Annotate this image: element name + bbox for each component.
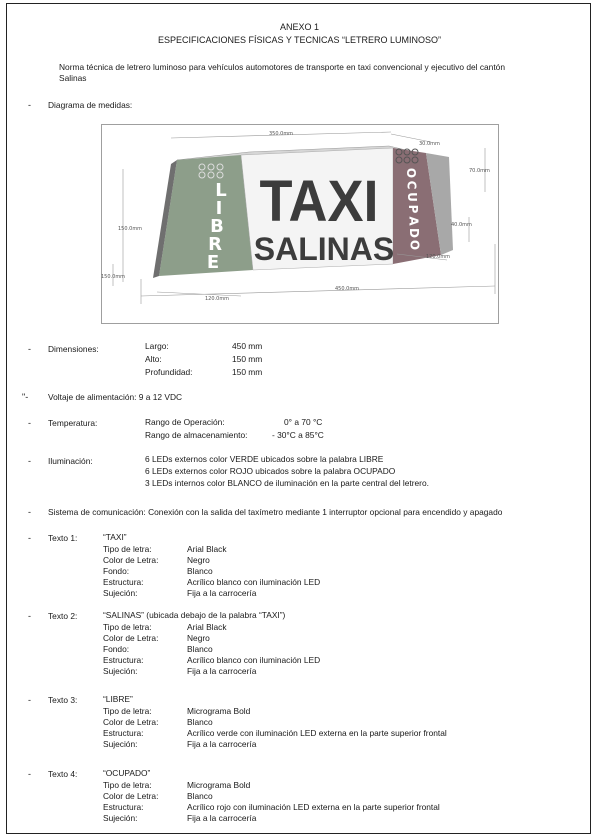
spec-name: Color de Letra: xyxy=(103,791,159,801)
dimension-value: 150 mm xyxy=(232,354,263,364)
spec-value: Fija a la carrocería xyxy=(187,666,257,676)
spec-name: Tipo de letra: xyxy=(103,780,152,790)
sign-ocupado-letter: U xyxy=(405,192,420,202)
dimension-name: Profundidad: xyxy=(145,367,193,377)
spec-value: Arial Black xyxy=(187,544,227,554)
spec-name: Color de Letra: xyxy=(103,555,159,565)
dim-right-label: 70.0mm xyxy=(469,168,490,174)
spec-name: Fondo: xyxy=(103,644,130,654)
texto-title: “TAXI” xyxy=(103,532,127,542)
spec-value: Fija a la carrocería xyxy=(187,739,257,749)
intro-line-1: Norma técnica de letrero luminoso para vehículos automotores de transporte en taxi convencional y ejecutivo del cantón xyxy=(59,62,505,72)
spec-name: Estructura: xyxy=(103,728,144,738)
sign-libre-letter: L xyxy=(215,180,227,201)
sign-ocupado-letter: O xyxy=(407,239,422,251)
iluminacion-label: Iluminación: xyxy=(48,456,93,466)
texto-title: “SALINAS” (ubicada debajo de la palabra “TAXI”) xyxy=(103,610,286,620)
spec-name: Color de Letra: xyxy=(103,633,159,643)
spec-value: Blanco xyxy=(187,566,213,576)
dim-right2-label: 40.0mm xyxy=(451,222,472,228)
dimension-value: 150 mm xyxy=(232,367,263,377)
spec-value: Negro xyxy=(187,633,210,643)
dim-base-left-label: 120.0mm xyxy=(205,296,230,302)
sign-ocupado-letter: O xyxy=(404,167,418,179)
temperatura-name: Rango de almacenamiento: xyxy=(145,430,248,440)
spec-value: Acrílico verde con iluminación LED externa en la parte superior frontal xyxy=(187,728,447,738)
bullet: - xyxy=(28,611,31,621)
spec-value: Blanco xyxy=(187,791,213,801)
spec-name: Fondo: xyxy=(103,566,130,576)
document-title: ESPECIFICACIONES FÍSICAS Y TECNICAS “LETRERO LUMINOSO” xyxy=(157,35,442,45)
iluminacion-line: 3 LEDs internos color BLANCO de iluminación en la parte central del letrero. xyxy=(145,478,429,488)
sign-ocupado-letter: A xyxy=(406,216,421,226)
sign-taxi-text: TAXI xyxy=(259,168,379,234)
spec-name: Sujeción: xyxy=(103,666,138,676)
spec-name: Color de Letra: xyxy=(103,717,159,727)
bullet: - xyxy=(28,695,31,705)
spec-name: Estructura: xyxy=(103,577,144,587)
sign-ocupado-letter: C xyxy=(404,180,419,190)
sign-ocupado-letter: P xyxy=(405,204,420,214)
bullet: - xyxy=(28,456,31,466)
sign-libre-letter: B xyxy=(210,216,224,237)
texto-title: “LIBRE” xyxy=(103,694,133,704)
comunicacion-line: Sistema de comunicación: Conexión con la salida del taxímetro mediante 1 interruptor opcional para encendido y apagado xyxy=(48,507,503,517)
diagram-label: Diagrama de medidas: xyxy=(48,100,133,110)
spec-name: Tipo de letra: xyxy=(103,622,152,632)
bullet: - xyxy=(28,100,31,110)
dim-tr-label: 30.0mm xyxy=(419,141,440,147)
dim-base-right-label: 120.0mm xyxy=(426,254,451,260)
texto-label: Texto 4: xyxy=(48,769,78,779)
spec-name: Estructura: xyxy=(103,655,144,665)
spec-value: Acrílico rojo con iluminación LED externa en la parte superior frontal xyxy=(187,802,440,812)
sign-libre-letter: E xyxy=(206,252,220,273)
spec-name: Sujeción: xyxy=(103,813,138,823)
sign-libre-letter: R xyxy=(208,234,222,255)
sign-salinas-text: SALINAS xyxy=(253,231,395,267)
spec-name: Estructura: xyxy=(103,802,144,812)
spec-name: Tipo de letra: xyxy=(103,706,152,716)
iluminacion-line: 6 LEDs externos color ROJO ubicados sobre la palabra OCUPADO xyxy=(145,466,396,476)
bullet: - xyxy=(28,507,31,517)
texto-label: Texto 3: xyxy=(48,695,78,705)
spec-value: Fija a la carrocería xyxy=(187,588,257,598)
texto-label: Texto 1: xyxy=(48,533,78,543)
texto-title: “OCUPADO” xyxy=(103,768,151,778)
sign-libre-letter: I xyxy=(215,198,223,219)
spec-name: Sujeción: xyxy=(103,739,138,749)
spec-value: Micrograma Bold xyxy=(187,706,251,716)
spec-value: Blanco xyxy=(187,644,213,654)
dim-top-label: 350.0mm xyxy=(269,131,294,137)
dim-bottom-label: 450.0mm xyxy=(335,286,360,292)
temperatura-name: Rango de Operación: xyxy=(145,417,225,427)
sign-diagram xyxy=(101,124,499,324)
bullet: "- xyxy=(22,392,29,402)
spec-value: Micrograma Bold xyxy=(187,780,251,790)
temperatura-label: Temperatura: xyxy=(48,418,98,428)
dim-left2-label: 150.0mm xyxy=(101,274,126,280)
iluminacion-line: 6 LEDs externos color VERDE ubicados sobre la palabra LIBRE xyxy=(145,454,384,464)
temperatura-value: 0° a 70 °C xyxy=(284,417,323,427)
voltaje-line: Voltaje de alimentación: 9 a 12 VDC xyxy=(48,392,183,402)
annex-number: ANEXO 1 xyxy=(279,22,319,32)
dimension-value: 450 mm xyxy=(232,341,263,351)
spec-value: Blanco xyxy=(187,717,213,727)
intro-line-2: Salinas xyxy=(59,73,87,83)
spec-value: Negro xyxy=(187,555,210,565)
bullet: - xyxy=(28,344,31,354)
dim-left-label: 150.0mm xyxy=(118,226,143,232)
temperatura-value: - 30°C a 85°C xyxy=(272,430,324,440)
texto-label: Texto 2: xyxy=(48,611,78,621)
spec-name: Tipo de letra: xyxy=(103,544,152,554)
dimension-name: Alto: xyxy=(145,354,162,364)
spec-value: Fija a la carrocería xyxy=(187,813,257,823)
spec-value: Acrílico blanco con iluminación LED xyxy=(187,655,321,665)
spec-value: Arial Black xyxy=(187,622,227,632)
dimensiones-label: Dimensiones: xyxy=(48,344,99,354)
sign-ocupado-letter: D xyxy=(407,228,421,238)
bullet: - xyxy=(28,418,31,428)
dimension-name: Largo: xyxy=(145,341,169,351)
bullet: - xyxy=(28,769,31,779)
spec-value: Acrílico blanco con iluminación LED xyxy=(187,577,321,587)
bullet: - xyxy=(28,533,31,543)
spec-name: Sujeción: xyxy=(103,588,138,598)
